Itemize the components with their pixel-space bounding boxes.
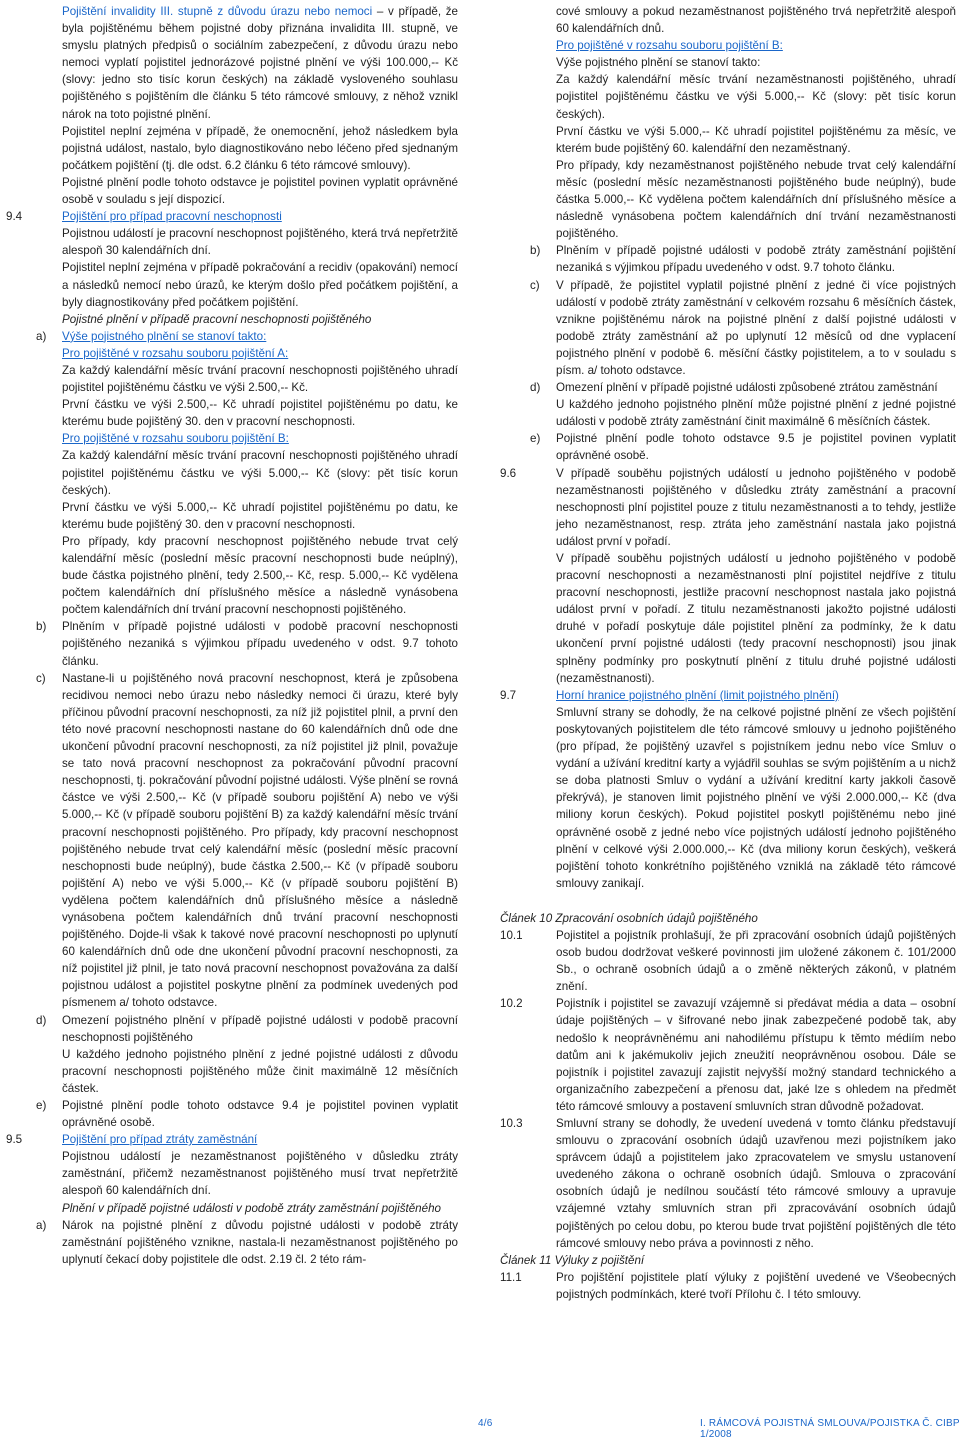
section-number: 10.1 xyxy=(500,928,523,942)
list-label: a) xyxy=(36,329,47,343)
section-9-5 xyxy=(6,1131,458,1148)
list-label: b) xyxy=(530,244,541,258)
list-text: Plněním v případě pojistné události v podobě ztráty zaměstnání pojištění nezaniká s výjimkou případu uvedeného v odst. 9.7 tohoto článku. xyxy=(556,244,956,275)
paragraph: Za každý kalendářní měsíc trvání pracovní neschopnosti pojištěného uhradí pojistitel pojištěnému částku ve výši 5.000,-- Kč (slovy: pět tisíc korun českých). xyxy=(62,449,458,497)
paragraph: V případě souběhu pojistných událostí u jednoho pojištěného v podobě pracovní neschopnosti a nezaměstnanosti plní pojistitel nejdříve z titulu pracovní neschopnosti, jestliže pracovní neschopnost nastala jako pojistná událost první v pořadí. Z titulu nezaměstnanosti jakožto pojistné události druhé v pořadí poskytuje dále pojistitel plnění za podmínky, že k datu ukončení první pojistné události (tedy pracovní neschopnosti) jsou jinak splněny podmínky pro poskytnutí plnění z titulu druhé pojistné události (nezaměstnanosti). xyxy=(556,552,956,685)
section-title: Horní hranice pojistného plnění (limit pojistného plnění) xyxy=(556,688,839,702)
paragraph: Pojistitel a pojistník prohlašují, že při zpracování osobních údajů pojištěných osob budou dodržovat veškeré povinnosti jim uložené zákonem č. 101/2000 Sb., o ochraně osobních údajů a o změně některých zákonů, v platném znění. xyxy=(556,928,956,994)
list-text: Pojistné plnění podle tohoto odstavce 9.5 je pojistitel povinen vyplatit oprávněné osobě. xyxy=(556,432,956,463)
list-label: e) xyxy=(36,1099,47,1112)
paragraph: Pro pojištění pojistitele platí výluky z pojištění uvedené ve Všeobecných pojistných podmínkách, které tvoří Přílohu č. I této smlouvy. xyxy=(556,1270,956,1301)
section-number: 9.4 xyxy=(6,210,23,224)
section-9-6 xyxy=(500,465,956,550)
list-item xyxy=(6,670,458,1012)
subheading: Pojistné plnění v případě pracovní neschopnosti pojištěného xyxy=(62,312,372,326)
list-item xyxy=(500,379,956,396)
left-column xyxy=(6,3,458,1268)
list-label: d) xyxy=(530,381,541,395)
intro-heading: Pojištění invalidity III. stupně z důvodu úrazu nebo nemoci xyxy=(62,5,373,18)
section-9-4 xyxy=(6,208,458,225)
list-item xyxy=(500,242,956,276)
variant-heading: Pro pojištěné v rozsahu souboru pojištění A: xyxy=(62,346,289,360)
paragraph: Smluvní strany se dohodly, že na celkové pojistné plnění ze všech pojištění poskytovaných pojistitelem dle této rámcové smlouvy u jednoho pojištěného (pro případ, že pojištěný uzavřel s pojistníkem jednu nebo více Smluv o vydání a užívání kreditní karty a vyjádřil souhlas se svým pojištěním a u nichž se doba platnosti Smluv o vydání a užívání kreditní karty jakkoli časově překrývá), je stanoven limit pojistného plnění ve výši 2.000.000,-- Kč (dva miliony korun českých). Pokud pojistitel poskytl pojištěnému nebo jiné oprávněné osobě z jedné nebo více pojistných událostí jednoho pojištěného plnění v celkové výši 2.000.000,-- Kč (dva miliony korun českých), veškerá pojištění tohoto konkrétního pojištěného vzniklá na základě této rámcové smlouvy zanikají. xyxy=(556,705,956,890)
paragraph: cové smlouvy a pokud nezaměstnanost pojištěného trvá nepřetržitě alespoň 60 kalendářních dnů. xyxy=(556,5,956,36)
list-item xyxy=(500,430,956,464)
paragraph: Výše pojistného plnění se stanoví takto: xyxy=(556,56,761,70)
list-text: Plněním v případě pojistné události v podobě pracovní neschopnosti pojištěného nezaniká s výjimkou případu uvedeného v odst. 9.7 tohoto článku. xyxy=(62,620,458,668)
list-text: V případě, že pojistitel vyplatil pojistné plnění z jedné či více pojistných událostí v podobě ztráty zaměstnání v celkovém rozsahu 6 měsíčních částek, vznikne pojištěnému nárok na pojistné plnění z další pojistné události v podobě ztráty zaměstnání až po uplynutí 12 měsíců od dne vyplacení pojistného plnění v podobě 6. měsíční částky pojistitelem, a to v souladu s písm. a/ tohoto odstavce. xyxy=(556,278,956,377)
intro-text: – v případě, že byla pojištěnému během pojistné doby přiznána invalidita III. stupně, ve smyslu platných předpisů o sociálním zabezpečení, z důvodu úrazu nebo nemoci vyplatí pojistitel jednorázové pojistné plnění ve výši 100.000,-- Kč (slovy: jedno sto tisíc korun českých) na základě vysloveného souhlasu pojištěného s pojištěním dle článku 5 této rámcové smlouvy, z něhož vznikl nárok na toto pojistné plnění. xyxy=(62,5,458,121)
section-10-3 xyxy=(500,1115,956,1252)
list-item xyxy=(6,1097,458,1131)
paragraph: První částku ve výši 5.000,-- Kč uhradí pojistitel pojištěnému za měsíc, ve kterém bude pojištěný 60. kalendářní den nezaměstnaný. xyxy=(556,124,956,155)
section-number: 9.6 xyxy=(500,466,517,480)
section-number: 10.3 xyxy=(500,1117,523,1130)
list-text: Omezení pojistného plnění v případě pojistné události v podobě pracovní neschopnosti pojištěného xyxy=(62,1013,458,1044)
list-item xyxy=(6,1012,458,1046)
intro-paragraph xyxy=(6,3,458,123)
list-item xyxy=(500,277,956,380)
section-number: 9.7 xyxy=(500,688,517,702)
section-number: 10.2 xyxy=(500,997,523,1011)
variant-heading: Pro pojištěné v rozsahu souboru pojištění B: xyxy=(556,39,783,53)
paragraph: V případě souběhu pojistných událostí u jednoho pojištěného v podobě nezaměstnanosti pojištěného v důsledku ztráty zaměstnání a pracovní neschopnosti plní pojistitel pouze z titulu nezaměstnanosti a to tehdy, jestliže jeho nezaměstnanost, resp. ztráta jeho zaměstnání nastala jako pojistná událost první v pořadí. xyxy=(556,466,956,548)
section-10-2 xyxy=(500,995,956,1115)
paragraph: Pojistnou událostí je nezaměstnanost pojištěného v důsledku ztráty zaměstnání, přičemž nezaměstnanost pojištěného musí trvat nepřetržitě alespoň 60 kalendářních dní. xyxy=(62,1150,458,1198)
paragraph: První částku ve výši 2.500,-- Kč uhradí pojistitel pojištěnému po datu, ke kterému bude pojištěný 30. den v pracovní neschopnosti. xyxy=(62,398,458,429)
right-column xyxy=(500,3,956,1303)
paragraph: Pro případy, kdy pracovní neschopnost pojištěného nebude trvat celý kalendářní měsíc (poslední měsíc pracovní neschopnosti bude neúplný), bude částka pojistného plnění, tedy 2.500,-- Kč, resp. 5.000,-- Kč vydělena počtem kalendářních dní příslušného měsíce a následně vynásobena počtem kalendářních dní trvání pracovní neschopnosti pojištěného. xyxy=(62,534,458,617)
paragraph: Za každý kalendářní měsíc trvání pracovní neschopnosti pojištěného uhradí pojistitel pojištěnému částku ve výši 2.500,-- Kč. xyxy=(62,363,458,395)
document-reference: I. RÁMCOVÁ POJISTNÁ SMLOUVA/POJISTKA Č. CIBP 1/2008 xyxy=(700,1418,960,1440)
article-heading: Článek 10 Zpracování osobních údajů pojištěného xyxy=(500,911,758,925)
list-label: c) xyxy=(530,278,540,292)
paragraph: Pojistnou událostí je pracovní neschopnost pojištěného, která trvá nepřetržitě alespoň 30 kalendářních dní. xyxy=(62,227,458,258)
paragraph: Smluvní strany se dohodly, že uvedení uvedená v tomto článku představují smlouvu o zpracování osobních údajů uzavřenou mezi pojistníkem jako správcem údajů a pojistitelem jako zpracovatelem ve smyslu ustanovení uvedeného zákona o ochraně osobních údajů. Smlouva o zpracování osobních údajů je nedílnou součástí této rámcové smlouvy a upravuje vzájemné vztahy smluvních stran při zpracovávání osobních údajů pojištěných po celou dobu, po kterou bude trvat pojištění pojištěných dle této rámcové smlouvy nebo práva a povinnosti z něho. xyxy=(556,1117,956,1250)
paragraph: U každého jednoho pojistného plnění z jedné pojistné události z důvodu pracovní neschopnosti pojištěného může činit maximálně 12 měsíčních částek. xyxy=(62,1047,458,1095)
list-label: b) xyxy=(36,620,47,634)
page-number: 4/6 xyxy=(478,1418,493,1429)
section-title: Pojištění pro případ ztráty zaměstnání xyxy=(62,1133,258,1147)
list-item xyxy=(6,328,458,345)
section-title: Pojištění pro případ pracovní neschopnosti xyxy=(62,210,282,224)
list-text: Nastane-li u pojištěného nová pracovní neschopnost, která je způsobena recidivou nemoci nebo úrazu nebo následky nemoci či úrazu, které byly příčinou původní pracovní neschopnosti, za níž již pojistitel plnil, a první den této nové pracovní neschopnosti nastane do 60 kalendářních dnů ode dne ukončení původní pracovní neschopnosti, za níž pojistitel již plnil, považuje se tato nová pracovní neschopnost za pokračování původní pracovní neschopnosti, tj. pokračování původní pojistné události. Výše plnění se rovná částce ve výši 2.500,-- Kč (v případě souboru pojištění A) nebo ve výši 5.000,-- Kč (v případě souboru pojištění B) za každý kalendářní měsíc trvání pracovní neschopnosti pojištěného. Pro případy, kdy pracovní neschopnost pojištěného nebude trvat celý kalendářní měsíc (poslední měsíc pracovní neschopnosti bude neúplný), bude částka 2.500,-- Kč (v případě souboru pojištění A) nebo ve výši 5.000,-- Kč (v případě souboru pojištění B) vydělena počtem kalendářních dnů příslušného měsíce a následně vynásobena počtem kalendářních dnů trvání pracovní neschopnosti pojištěného. Dojde-li však k takové nové pracovní neschopnosti po uplynutí 60 kalendářních dnů ode dne ukončení původní pracovní neschopnosti, za níž pojistitel již plnil, je tato nová pracovní neschopnost považována za další pojistnou událost a pojistitel poskytne plnění za podmínek uvedených pod písmenem a/ tohoto odstavce. xyxy=(62,671,458,1010)
paragraph: Pro případy, kdy nezaměstnanost pojištěného nebude trvat celý kalendářní měsíc (poslední měsíc nezaměstnanosti pojištěného bude neúplný), bude částka 5.000,-- Kč vydělena počtem kalendářních dní příslušného měsíce a následně vynásobena počtem kalendářních dní trvání nezaměstnanosti pojištěného. xyxy=(556,158,956,241)
list-item xyxy=(6,1217,458,1268)
variant-heading: Pro pojištěné v rozsahu souboru pojištění B: xyxy=(62,432,289,446)
paragraph: První částku ve výši 5.000,-- Kč uhradí pojistitel pojištěnému po datu, ke kterému bude pojištěný 30. den v pracovní neschopnosti. xyxy=(62,500,458,531)
list-label: c) xyxy=(36,671,46,685)
section-number: 11.1 xyxy=(500,1270,522,1284)
list-text: Nárok na pojistné plnění z důvodu pojistné události v podobě ztráty zaměstnání pojištěného vznikne, nastala-li nezaměstnanost pojištěného po uplynutí čekací doby pojistitele dle odst. 2.19 čl. 2 této rám- xyxy=(62,1218,458,1266)
paragraph: Pojistné plnění podle tohoto odstavce je pojistitel povinen vyplatit oprávněné osobě v souladu s její dispozicí. xyxy=(62,175,458,207)
article-heading: Článek 11 Výluky z pojištění xyxy=(500,1253,645,1267)
paragraph: Pojistitel neplní zejména v případě, že onemocnění, jehož následkem byla pojistná událost, nastalo, bylo diagnostikováno nebo léčeno před sjednaným počátkem pojištění (tj. dle odst. 6.2 článku 6 této rámcové smlouvy). xyxy=(62,124,458,172)
section-9-7 xyxy=(500,687,956,704)
section-number: 9.5 xyxy=(6,1133,23,1147)
list-label: a) xyxy=(36,1218,47,1232)
list-item xyxy=(6,618,458,669)
paragraph: Pojistník i pojistitel se zavazují vzájemně si předávat média a data – osobní údaje pojištěných – v šifrované nebo jinak zabezpečené podobě tak, aby nedošlo k neoprávněnému ani nahodilému přístupu k těmto médiím nebo datům ani k jakémukoliv jejich zneužití neoprávněnou osobou. Dále se pojistník i pojistitel zavazují zajistit nejvyšší možný standard technického a organizačního zabezpečení a přenosu dat, jaké lze s ohledem na předmět této rámcové smlouvy a postavení smluvních stran důvodně požadovat. xyxy=(556,997,956,1113)
list-text: Omezení plnění v případě pojistné události způsobené ztrátou zaměstnání xyxy=(556,381,938,395)
section-11-1 xyxy=(500,1269,956,1303)
paragraph: Za každý kalendářní měsíc trvání nezaměstnanosti pojištěného, uhradí pojistitel pojištěnému částku ve výši 5.000,-- Kč (slovy: pět tisíc korun českých). xyxy=(556,73,956,121)
list-label: e) xyxy=(530,432,541,446)
list-text: Pojistné plnění podle tohoto odstavce 9.4 je pojistitel povinen vyplatit oprávněné osobě. xyxy=(62,1099,458,1130)
paragraph: Pojistitel neplní zejména v případě pokračování a recidiv (opakování) nemocí a následků nemocí nebo úrazů, ke kterým došlo před počátkem pojištění, a byly diagnostikovány před počátkem pojištění. xyxy=(62,261,458,309)
list-title: Výše pojistného plnění se stanoví takto: xyxy=(62,329,267,343)
paragraph: U každého jednoho pojistného plnění může pojistné plnění z jedné pojistné události v podobě ztráty zaměstnání činit maximálně 6 měsíčních částek. xyxy=(556,398,956,429)
subheading: Plnění v případě pojistné události v podobě ztráty zaměstnání pojištěného xyxy=(62,1201,441,1215)
section-10-1 xyxy=(500,927,956,995)
list-label: d) xyxy=(36,1013,47,1027)
